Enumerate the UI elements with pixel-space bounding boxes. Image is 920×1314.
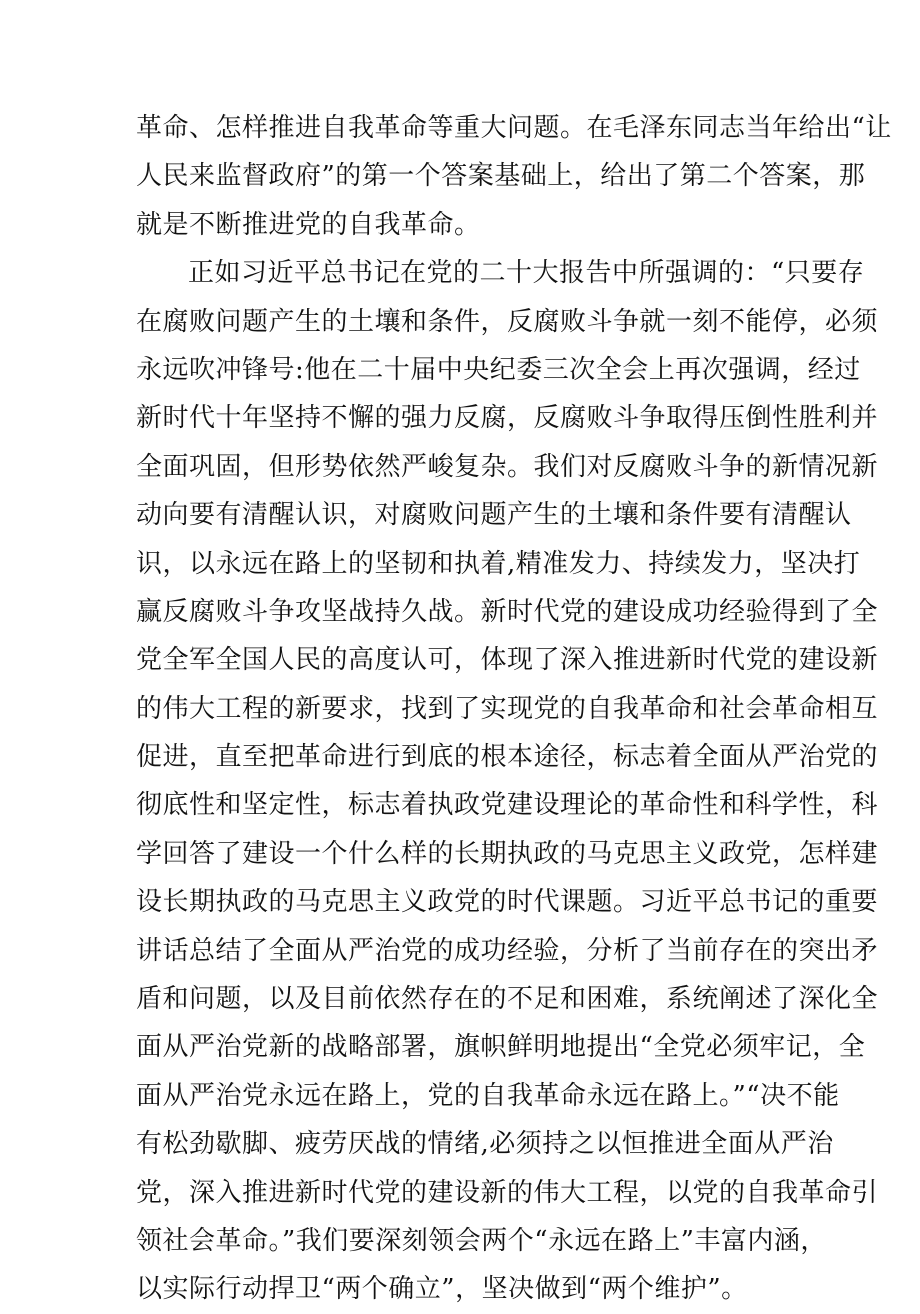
paragraph-line: 永远吹冲锋号:他在二十届中央纪委三次全会上再次强调，经过 — [136, 354, 861, 385]
paragraph-line: 新时代十年坚持不懈的强力反腐，反腐败斗争取得压倒性胜利并 — [136, 403, 879, 434]
paragraph-line: 党全军全国人民的高度认可，体现了深入推进新时代党的建设新 — [136, 645, 879, 676]
paragraph-line: 设长期执政的马克思主义政党的时代课题。习近平总书记的重要 — [136, 887, 879, 918]
paragraph-line: 学回答了建设一个什么样的长期执政的马克思主义政党，怎样建 — [136, 838, 879, 869]
paragraph-line: 革命、怎样推进自我革命等重大问题。在毛泽东同志当年给出“让 — [136, 113, 892, 143]
paragraph-line: 识，以永远在路上的坚韧和执着,精准发力、持续发力，坚决打 — [136, 548, 861, 579]
paragraph-line: 盾和问题，以及目前依然存在的不足和困难，系统阐述了深化全 — [136, 984, 879, 1015]
paragraph-line: 有松劲歇脚、疲劳厌战的情绪,必须持之以恒推进全面从严治 — [136, 1129, 834, 1160]
paragraph-line: 动向要有清醒认识，对腐败问题产生的土壤和条件要有清醒认 — [136, 500, 852, 531]
paragraph-line: 促进，直至把革命进行到底的根本途径，标志着全面从严治党的 — [136, 742, 879, 773]
paragraph-line: 讲话总结了全面从严治党的成功经验，分析了当前存在的突出矛 — [136, 935, 879, 966]
paragraph-line: 的伟大工程的新要求，找到了实现党的自我革命和社会革命相互 — [136, 693, 879, 724]
paragraph-line: 面从严治党新的战略部署，旗帜鲜明地提出“全党必须牢记，全 — [136, 1032, 866, 1063]
paragraph-1 — [136, 104, 892, 249]
body-text — [136, 104, 892, 1314]
paragraph-line: 面从严治党永远在路上，党的自我革命永远在路上。”“决不能 — [136, 1080, 840, 1111]
paragraph-line: 在腐败问题产生的土壤和条件，反腐败斗争就一刻不能停，必须 — [136, 306, 879, 337]
paragraph-line: 人民来监督政府”的第一个答案基础上，给出了第二个答案，那 — [136, 161, 866, 192]
paragraph-line: 正如习近平总书记在党的二十大报告中所强调的：“只要存 — [188, 258, 865, 289]
paragraph-line: 就是不断推进党的自我革命。 — [136, 209, 481, 240]
paragraph-2 — [136, 249, 879, 1314]
paragraph-line: 以实际行动捍卫“两个确立”，坚决做到“两个维护”。 — [136, 1274, 748, 1305]
paragraph-line: 赢反腐败斗争攻坚战持久战。新时代党的建设成功经验得到了全 — [136, 596, 879, 627]
paragraph-line: 党，深入推进新时代党的建设新的伟大工程，以党的自我革命引 — [136, 1177, 879, 1208]
paragraph-line: 领社会革命。”我们要深刻领会两个“永远在路上”丰富内涵， — [136, 1225, 827, 1256]
paragraph-line: 彻底性和坚定性，标志着执政党建设理论的革命性和科学性，科 — [136, 790, 879, 821]
paragraph-line: 全面巩固，但形势依然严峻复杂。我们对反腐败斗争的新情况新 — [136, 451, 879, 482]
